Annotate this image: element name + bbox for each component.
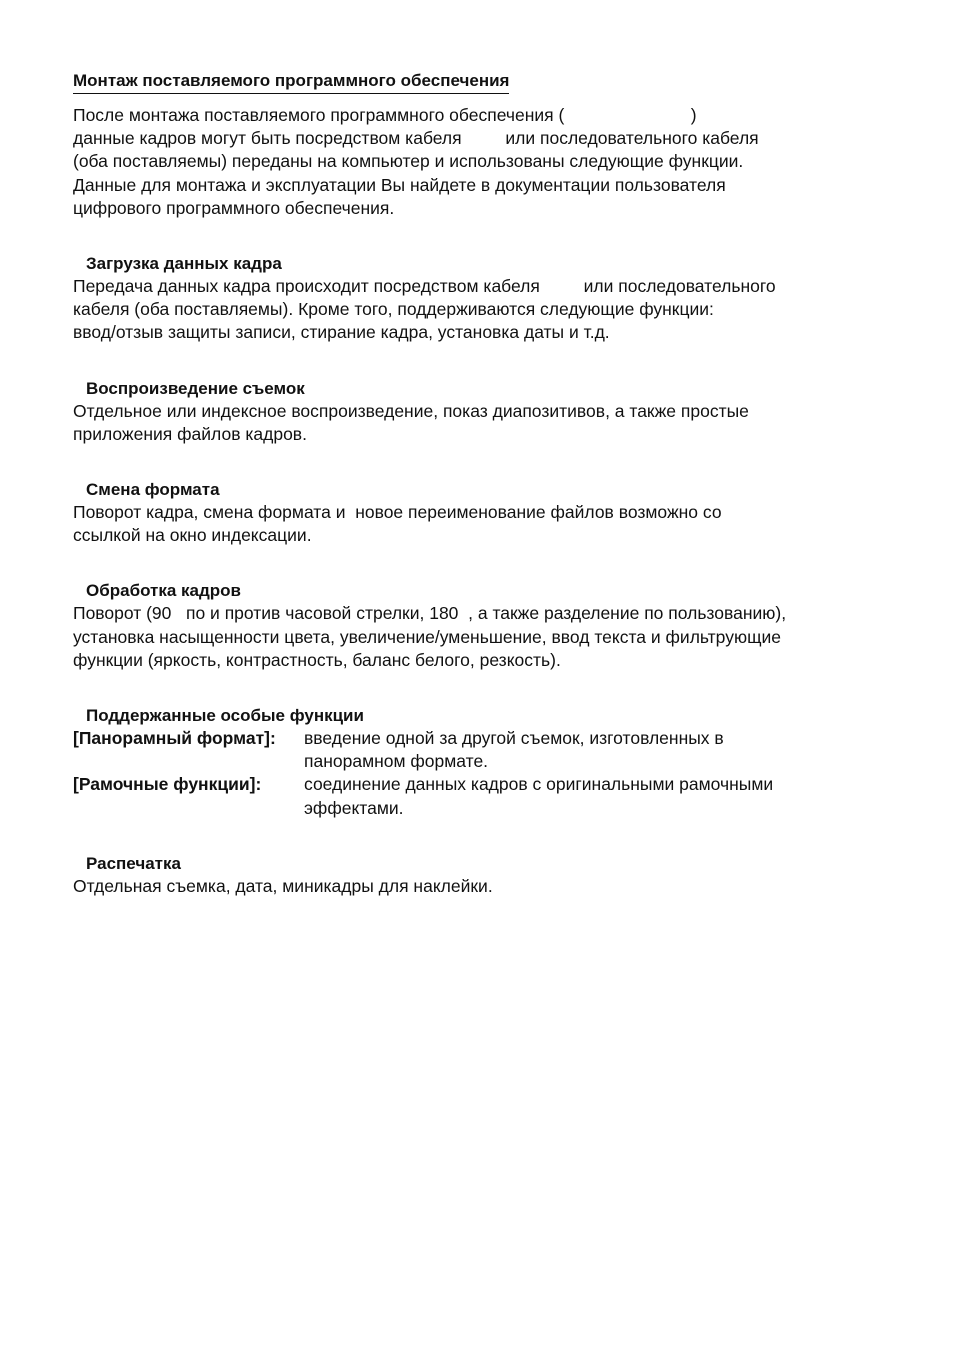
text-line: Передача данных кадра происходит посредством кабеля или последовательного xyxy=(73,276,776,297)
text-line: ссылкой на окно индексации. xyxy=(73,525,312,546)
section-title: Распечатка xyxy=(86,853,181,873)
text-line: Отдельная съемка, дата, миникадры для наклейки. xyxy=(73,875,493,896)
text-line: цифрового программного обеспечения. xyxy=(73,197,395,218)
section-title: Загрузка данных кадра xyxy=(86,254,282,274)
section-printing xyxy=(73,852,893,898)
intro-section xyxy=(73,70,893,220)
text-line: После монтажа поставляемого программного обеспечения ( ) xyxy=(73,105,697,125)
text-line: эффектами. xyxy=(304,797,404,818)
section-paragraph xyxy=(73,275,893,345)
definition-row xyxy=(73,773,893,819)
text-line: Поворот (90 по и против часовой стрелки, 180 , а также разделение по пользованию), xyxy=(73,603,787,624)
text-line: кабеля (оба поставляемы). Кроме того, поддерживаются следующие функции: xyxy=(73,299,714,320)
text-line: панорамном формате. xyxy=(304,751,489,772)
section-title: Обработка кадров xyxy=(86,581,242,601)
definition-term: [Рамочные функции]: xyxy=(73,774,262,795)
intro-paragraph xyxy=(73,104,893,220)
text-line: соединение данных кадров с оригинальными рамочными xyxy=(304,774,774,795)
section-paragraph xyxy=(73,501,893,547)
section-paragraph xyxy=(73,602,893,672)
page-title: Монтаж поставляемого программного обеспечения xyxy=(73,70,509,94)
text-line: ввод/отзыв защиты записи, стирание кадра, установка даты и т.д. xyxy=(73,322,610,343)
section-playback xyxy=(73,377,893,446)
section-title: Смена формата xyxy=(86,480,220,500)
definition-desc xyxy=(304,727,893,773)
section-format-change xyxy=(73,478,893,547)
document-page xyxy=(73,70,893,898)
section-paragraph xyxy=(73,400,893,446)
definition-desc xyxy=(304,773,893,819)
text-line: Поворот кадра, смена формата и новое переименование файлов возможно со xyxy=(73,502,722,523)
text-line: функции (яркость, контрастность, баланс белого, резкость). xyxy=(73,649,561,670)
text-line: (оба поставляемы) переданы на компьютер и использованы следующие функции. xyxy=(73,151,744,172)
section-title: Поддержанные особые функции xyxy=(86,706,364,726)
text-line: приложения файлов кадров. xyxy=(73,423,307,444)
section-image-processing xyxy=(73,579,893,672)
section-paragraph xyxy=(73,875,893,898)
text-line: Отдельное или индексное воспроизведение, показ диапозитивов, а также простые xyxy=(73,400,749,421)
definition-term: [Панорамный формат]: xyxy=(73,728,276,749)
section-special-functions xyxy=(73,704,893,820)
text-line: Данные для монтажа и эксплуатации Вы найдете в документации пользователя xyxy=(73,174,726,195)
text-line: установка насыщенности цвета, увеличение/уменьшение, ввод текста и фильтрующие xyxy=(73,626,781,647)
section-title: Воспроизведение съемок xyxy=(86,378,305,398)
text-line: введение одной за другой съемок, изготовленных в xyxy=(304,728,724,749)
section-image-download xyxy=(73,252,893,345)
definition-row xyxy=(73,727,893,773)
text-line: данные кадров могут быть посредством кабеля или последовательного кабеля xyxy=(73,128,759,149)
